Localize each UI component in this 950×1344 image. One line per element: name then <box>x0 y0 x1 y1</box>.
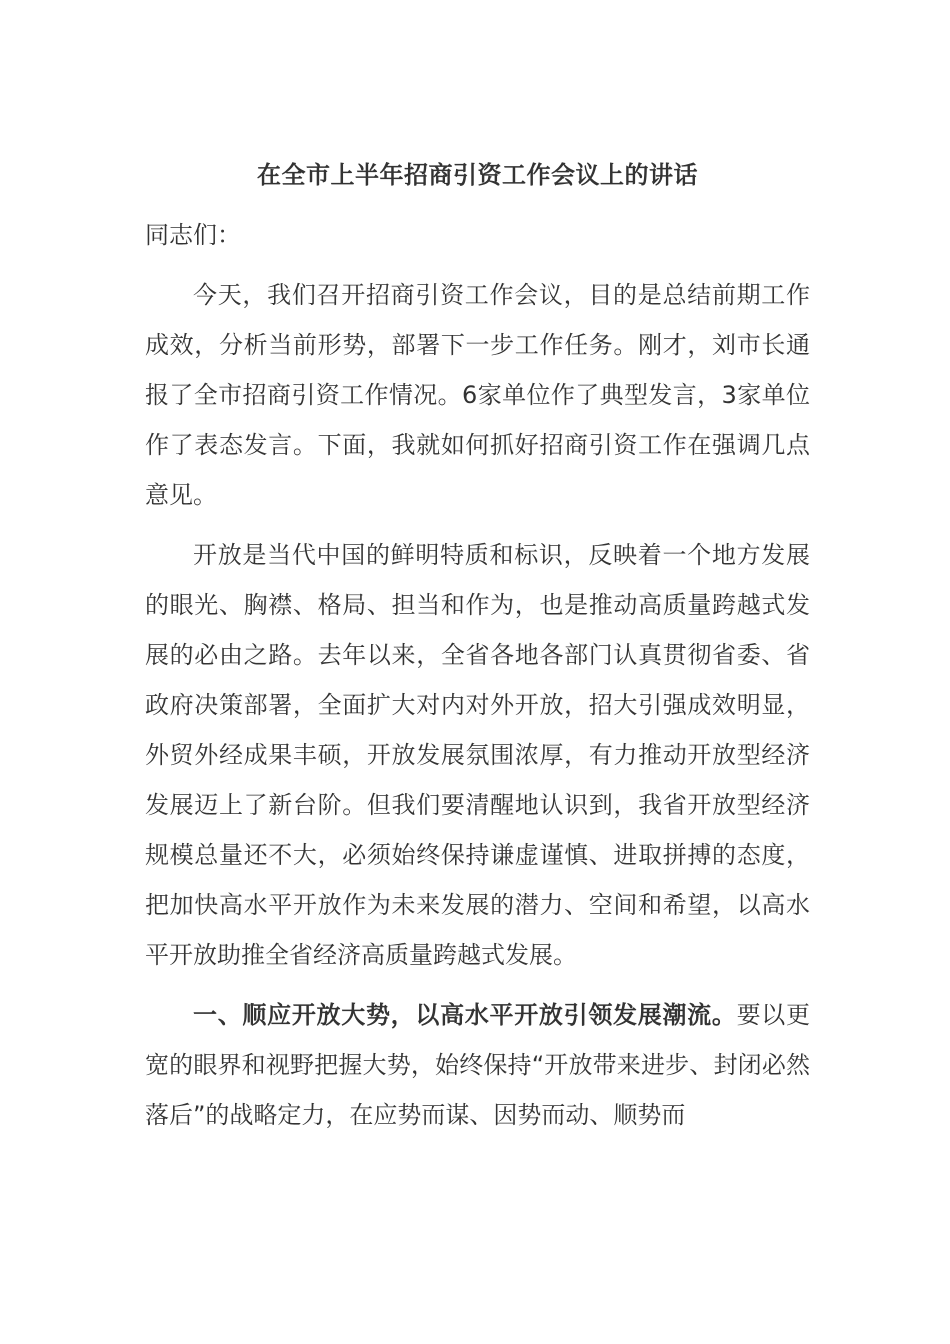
paragraph-text: 今天，我们召开招商引资工作会议，目的是总结前期工作成效，分析当前形势，部署下一步工作任务。刚才，刘市长通报了全市招商引资工作情况。6家单位作了典型发言，3家单位作了表态发言。下面，我就如何抓好招商引资工作在强调几点意见。 <box>145 281 810 509</box>
paragraph-section-one <box>145 990 810 1140</box>
document-page <box>145 150 810 1150</box>
paragraph-text: 要以更宽的眼界和视野把握大势，始终保持“开放带来进步、封闭必然落后”的战略定力，在应势而谋、因势而动、顺势而 <box>145 1001 811 1129</box>
paragraph-opening <box>145 270 810 520</box>
section-heading: 一、顺应开放大势，以高水平开放引领发展潮流。 <box>193 1001 737 1029</box>
document-title: 在全市上半年招商引资工作会议上的讲话 <box>257 161 698 189</box>
paragraph-text: 开放是当代中国的鲜明特质和标识，反映着一个地方发展的眼光、胸襟、格局、担当和作为，也是推动高质量跨越式发展的必由之路。去年以来，全省各地各部门认真贯彻省委、省政府决策部署，全面扩大对内对外开放，招大引强成效明显，外贸外经成果丰硕，开放发展氛围浓厚，有力推动开放型经济发展迈上了新台阶。但我们要清醒地认识到，我省开放型经济规模总量还不大，必须始终保持谦虚谨慎、进取拼搏的态度，把加快高水平开放作为未来发展的潜力、空间和希望，以高水平开放助推全省经济高质量跨越式发展。 <box>145 541 810 969</box>
salutation: 同志们： <box>145 221 241 249</box>
paragraph-background <box>145 530 810 980</box>
